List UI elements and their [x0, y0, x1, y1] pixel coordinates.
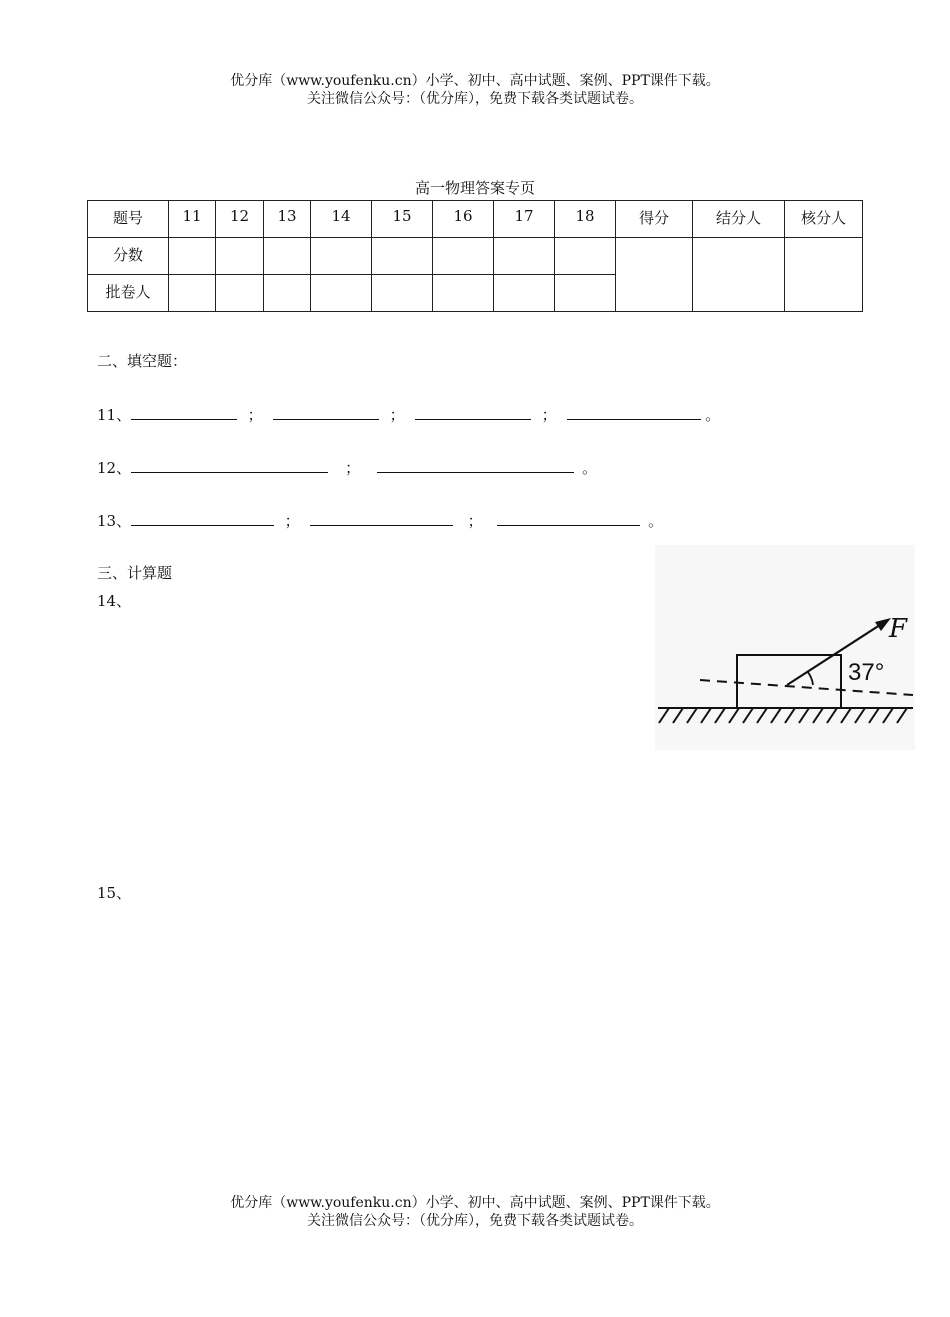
question-15-number: 15、	[97, 884, 132, 902]
score-cell[interactable]	[433, 238, 494, 275]
header-cell: 11	[169, 201, 216, 238]
page-title: 高一物理答案专页	[414, 179, 535, 197]
answer-blank[interactable]	[415, 405, 531, 420]
grader-cell[interactable]	[216, 275, 264, 312]
separator: ；	[541, 406, 557, 424]
score-cell[interactable]	[372, 238, 433, 275]
header-cell: 结分人	[693, 201, 785, 238]
question-number: 13、	[97, 512, 132, 530]
header-cell: 18	[555, 201, 616, 238]
question-13	[97, 510, 663, 531]
answer-blank[interactable]	[377, 458, 574, 473]
header-cell: 13	[264, 201, 311, 238]
checker-cell[interactable]	[785, 238, 863, 312]
question-number: 12、	[97, 459, 132, 477]
grader-cell[interactable]	[311, 275, 372, 312]
angle-label: 37°	[848, 659, 885, 686]
header-line-2: 关注微信公众号：（优分库），免费下载各类试题试卷。	[307, 91, 643, 107]
grader-cell[interactable]	[494, 275, 555, 312]
total-score-cell[interactable]	[616, 238, 693, 312]
row-label: 分数	[88, 238, 169, 275]
header-line-1: 优分库（www.youfenku.cn）小学、初中、高中试题、案例、PPT课件下载。	[230, 73, 720, 89]
answer-blank[interactable]	[273, 405, 379, 420]
footer-line-1: 优分库（www.youfenku.cn）小学、初中、高中试题、案例、PPT课件下载。	[230, 1195, 720, 1211]
end-mark: 。	[705, 406, 721, 424]
question-12	[97, 457, 597, 478]
answer-blank[interactable]	[131, 511, 274, 526]
score-cell[interactable]	[494, 238, 555, 275]
tallier-cell[interactable]	[693, 238, 785, 312]
answer-blank[interactable]	[567, 405, 701, 420]
page-footer	[0, 1194, 950, 1230]
header-cell: 得分	[616, 201, 693, 238]
separator: ；	[345, 459, 361, 477]
footer-line-2: 关注微信公众号：（优分库），免费下载各类试题试卷。	[307, 1213, 643, 1229]
score-cell[interactable]	[216, 238, 264, 275]
grader-cell[interactable]	[433, 275, 494, 312]
end-mark: 。	[582, 459, 598, 477]
grader-cell[interactable]	[555, 275, 616, 312]
header-cell: 15	[372, 201, 433, 238]
score-cell[interactable]	[264, 238, 311, 275]
answer-blank[interactable]	[310, 511, 453, 526]
section-calculation-heading: 三、计算题	[97, 564, 173, 582]
score-table	[87, 200, 863, 312]
separator: ；	[284, 512, 300, 530]
header-cell: 16	[433, 201, 494, 238]
header-cell: 核分人	[785, 201, 863, 238]
figure-background	[655, 545, 915, 750]
grader-cell[interactable]	[372, 275, 433, 312]
question-11	[97, 404, 720, 425]
row-label: 批卷人	[88, 275, 169, 312]
header-cell: 12	[216, 201, 264, 238]
answer-blank[interactable]	[497, 511, 640, 526]
separator: ；	[389, 406, 405, 424]
header-cell: 17	[494, 201, 555, 238]
incline-force-figure	[655, 545, 915, 750]
end-mark: 。	[648, 512, 664, 530]
question-14-number: 14、	[97, 592, 132, 610]
header-cell: 14	[311, 201, 372, 238]
answer-blank[interactable]	[131, 405, 237, 420]
separator: ；	[467, 512, 483, 530]
question-number: 11、	[97, 406, 132, 424]
separator: ；	[247, 406, 263, 424]
answer-blank[interactable]	[131, 458, 328, 473]
table-header-row	[88, 201, 863, 238]
score-cell[interactable]	[555, 238, 616, 275]
score-cell[interactable]	[169, 238, 216, 275]
section-fill-in-heading: 二、填空题：	[97, 352, 188, 370]
page-header	[0, 72, 950, 108]
header-cell: 题号	[88, 201, 169, 238]
grader-cell[interactable]	[264, 275, 311, 312]
grader-cell[interactable]	[169, 275, 216, 312]
score-cell[interactable]	[311, 238, 372, 275]
table-row	[88, 238, 863, 275]
force-label: F	[889, 614, 908, 644]
